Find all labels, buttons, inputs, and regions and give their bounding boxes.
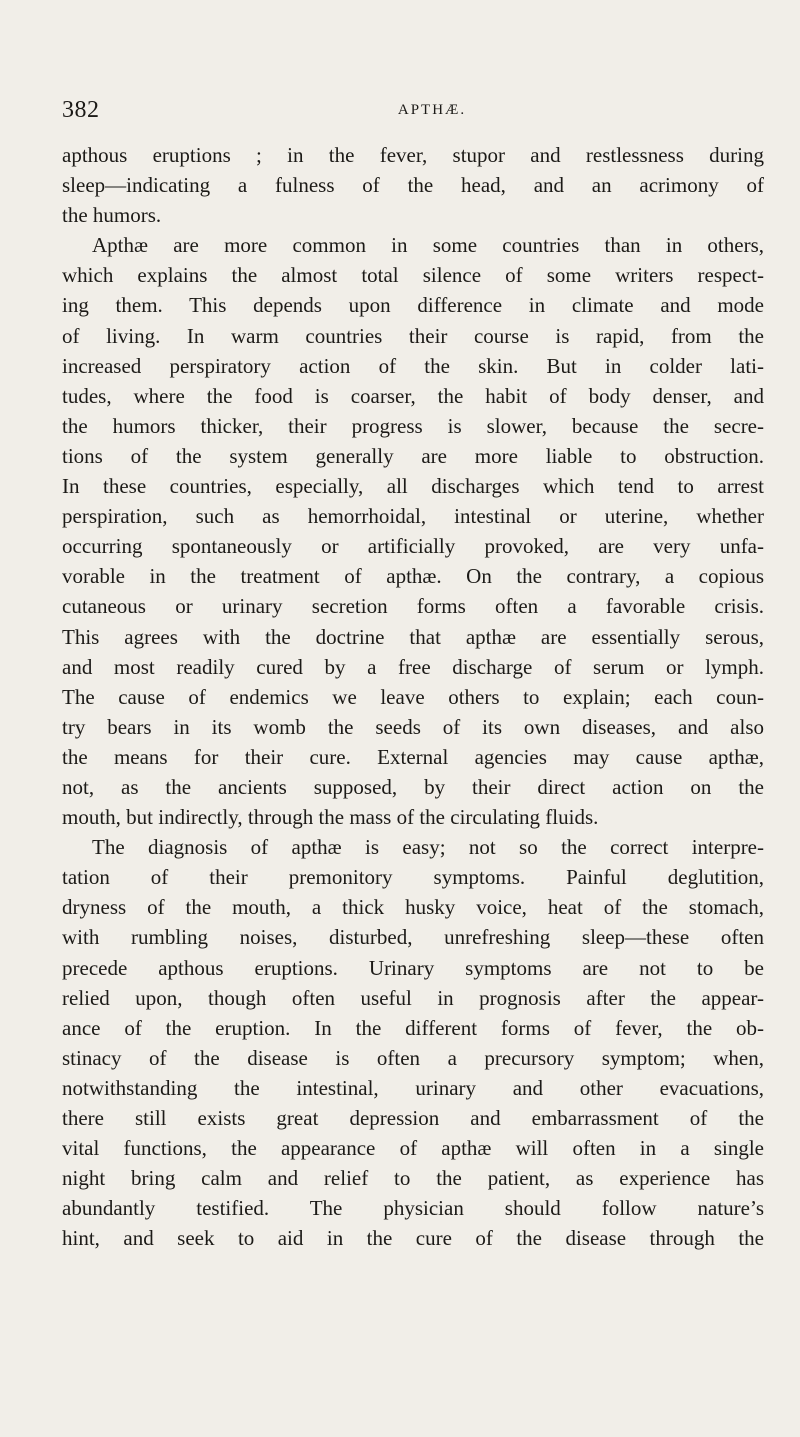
body-text — [62, 140, 764, 1253]
text-line: perspiration, such as hemorrhoidal, intestinal or uterine, whether — [62, 504, 764, 529]
text-line: with rumbling noises, disturbed, unrefreshing sleep—these often — [62, 925, 764, 950]
text-line: vorable in the treatment of apthæ. On the contrary, a copious — [62, 564, 764, 589]
running-head: APTHÆ. — [397, 102, 467, 118]
text-line: try bears in its womb the seeds of its own diseases, and also — [62, 714, 764, 739]
text-line: ance of the eruption. In the different forms of fever, the ob- — [62, 1015, 764, 1040]
text-line: Apthæ are more common in some countries than in others, — [92, 233, 764, 258]
text-line: tation of their premonitory symptoms. Painful deglutition, — [62, 865, 764, 890]
text-line: tudes, where the food is coarser, the habit of body denser, and — [62, 383, 764, 408]
text-line: and most readily cured by a free discharge of serum or lymph. — [62, 654, 764, 679]
text-line: of living. In warm countries their course is rapid, from the — [62, 323, 764, 348]
text-line: tions of the system generally are more liable to obstruction. — [62, 443, 764, 468]
page-header — [62, 97, 762, 127]
text-line: The cause of endemics we leave others to explain; each coun- — [62, 684, 764, 709]
text-line: vital functions, the appearance of apthæ will often in a single — [62, 1136, 764, 1161]
text-line: apthous eruptions ; in the fever, stupor and restlessness during — [62, 143, 764, 167]
text-line: The diagnosis of apthæ is easy; not so the correct interpre- — [92, 835, 764, 860]
text-line: which explains the almost total silence of some writers respect- — [62, 263, 764, 288]
text-line: This agrees with the doctrine that apthæ are essentially serous, — [62, 624, 764, 649]
text-line: cutaneous or urinary secretion forms often a favorable crisis. — [62, 594, 764, 619]
text-line: In these countries, especially, all discharges which tend to arrest — [62, 474, 764, 499]
text-line: sleep—indicating a fulness of the head, and an acrimony of — [62, 173, 764, 198]
text-line: the humors. — [62, 203, 162, 228]
text-line: notwithstanding the intestinal, urinary and other evacuations, — [62, 1075, 764, 1100]
text-line: the humors thicker, their progress is slower, because the secre- — [62, 413, 764, 438]
text-line: stinacy of the disease is often a precursory symptom; when, — [62, 1045, 764, 1070]
text-line: mouth, but indirectly, through the mass of the circulating fluids. — [62, 805, 599, 830]
text-line: hint, and seek to aid in the cure of the disease through the — [62, 1226, 764, 1251]
text-line: night bring calm and relief to the patient, as experience has — [62, 1166, 764, 1191]
page-number: 382 — [62, 97, 100, 123]
text-line: abundantly testified. The physician should follow nature’s — [62, 1196, 764, 1221]
text-line: not, as the ancients supposed, by their direct action on the — [62, 774, 764, 799]
text-line: dryness of the mouth, a thick husky voice, heat of the stomach, — [62, 895, 764, 920]
text-line: there still exists great depression and embarrassment of the — [62, 1106, 764, 1130]
text-line: ing them. This depends upon difference in climate and mode — [62, 293, 764, 318]
text-line: the means for their cure. External agencies may cause apthæ, — [62, 744, 764, 769]
text-line: precede apthous eruptions. Urinary symptoms are not to be — [62, 955, 764, 980]
text-line: relied upon, though often useful in prognosis after the appear- — [62, 985, 764, 1010]
text-line: increased perspiratory action of the skin. But in colder lati- — [62, 353, 764, 378]
text-line: occurring spontaneously or artificially provoked, are very unfa- — [62, 534, 764, 559]
